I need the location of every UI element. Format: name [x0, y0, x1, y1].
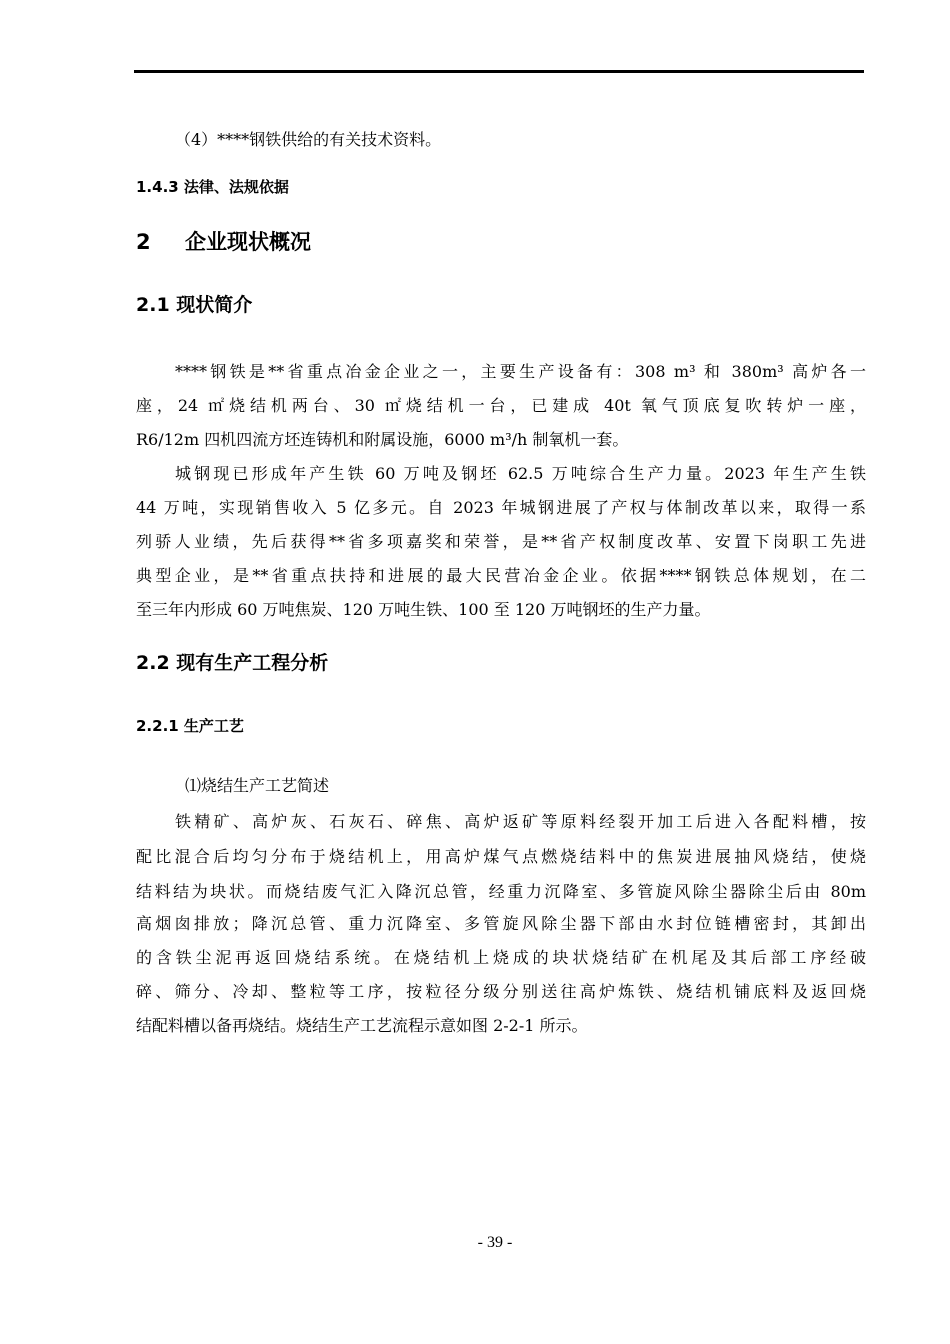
- paragraph-3-line-5: 的含铁尘泥再返回烧结系统。在烧结机上烧成的块状烧结矿在机尾及其后部工序经破: [136, 948, 866, 967]
- paragraph-3-line-2: 配比混合后均匀分布于烧结机上，用高炉煤气点燃烧结料中的焦炭进展抽风烧结，使烧: [136, 847, 866, 866]
- paragraph-3-line-1: 铁精矿、高炉灰、石灰石、碎焦、高炉返矿等原料经裂开加工后进入各配料槽，按: [175, 812, 866, 831]
- header-rule: [134, 70, 864, 73]
- section-heading-2-2: 2.2 现有生产工程分析: [136, 652, 329, 674]
- list-item-4: （4）****钢铁供给的有关技术资料。: [175, 130, 442, 149]
- subsection-label-1: ⑴烧结生产工艺简述: [185, 776, 330, 795]
- paragraph-3-line-4: 高烟囱排放；降沉总管、重力沉降室、多管旋风除尘器下部由水封位链槽密封，其卸出: [136, 914, 866, 933]
- paragraph-2-line-1: 城钢现已形成年产生铁 60 万吨及钢坯 62.5 万吨综合生产力量。2023 年生产生铁: [175, 464, 866, 483]
- paragraph-2-line-2: 44 万吨，实现销售收入 5 亿多元。自 2023 年城钢进展了产权与体制改革以来，取得一系: [136, 498, 866, 517]
- paragraph-1-line-2: 座，24 ㎡烧结机两台、30 ㎡烧结机一台，已建成 40t 氧气顶底复吹转炉一座，: [136, 396, 866, 415]
- chapter-number: 2: [136, 230, 151, 254]
- paragraph-3-line-7: 结配料槽以备再烧结。烧结生产工艺流程示意如图 2-2-1 所示。: [136, 1016, 588, 1035]
- paragraph-1-line-1: ****钢铁是**省重点冶金企业之一，主要生产设备有：308 m³ 和 380m³ 高炉各一: [175, 362, 866, 381]
- paragraph-3-line-3: 结料结为块状。而烧结废气汇入降沉总管，经重力沉降室、多管旋风除尘器除尘后由 80m: [136, 882, 866, 901]
- paragraph-1-line-3: R6/12m 四机四流方坯连铸机和附属设施，6000 m³/h 制氧机一套。: [136, 430, 629, 449]
- paragraph-2-line-4: 典型企业，是**省重点扶持和进展的最大民营冶金企业。依据****钢铁总体规划，在二: [136, 566, 866, 585]
- section-heading-1-4-3: 1.4.3 法律、法规依据: [136, 178, 289, 196]
- paragraph-2-line-5: 至三年内形成 60 万吨焦炭、120 万吨生铁、100 至 120 万吨钢坯的生产力量。: [136, 600, 711, 619]
- chapter-title: 企业现状概况: [185, 230, 311, 254]
- page-number: - 39 -: [477, 1234, 513, 1251]
- section-heading-2-1: 2.1 现状简介: [136, 294, 253, 316]
- section-heading-2-2-1: 2.2.1 生产工艺: [136, 717, 244, 735]
- paragraph-2-line-3: 列骄人业绩，先后获得**省多项嘉奖和荣誉，是**省产权制度改革、安置下岗职工先进: [136, 532, 866, 551]
- paragraph-3-line-6: 碎、筛分、冷却、整粒等工序，按粒径分级分别送往高炉炼铁、烧结机铺底料及返回烧: [136, 982, 866, 1001]
